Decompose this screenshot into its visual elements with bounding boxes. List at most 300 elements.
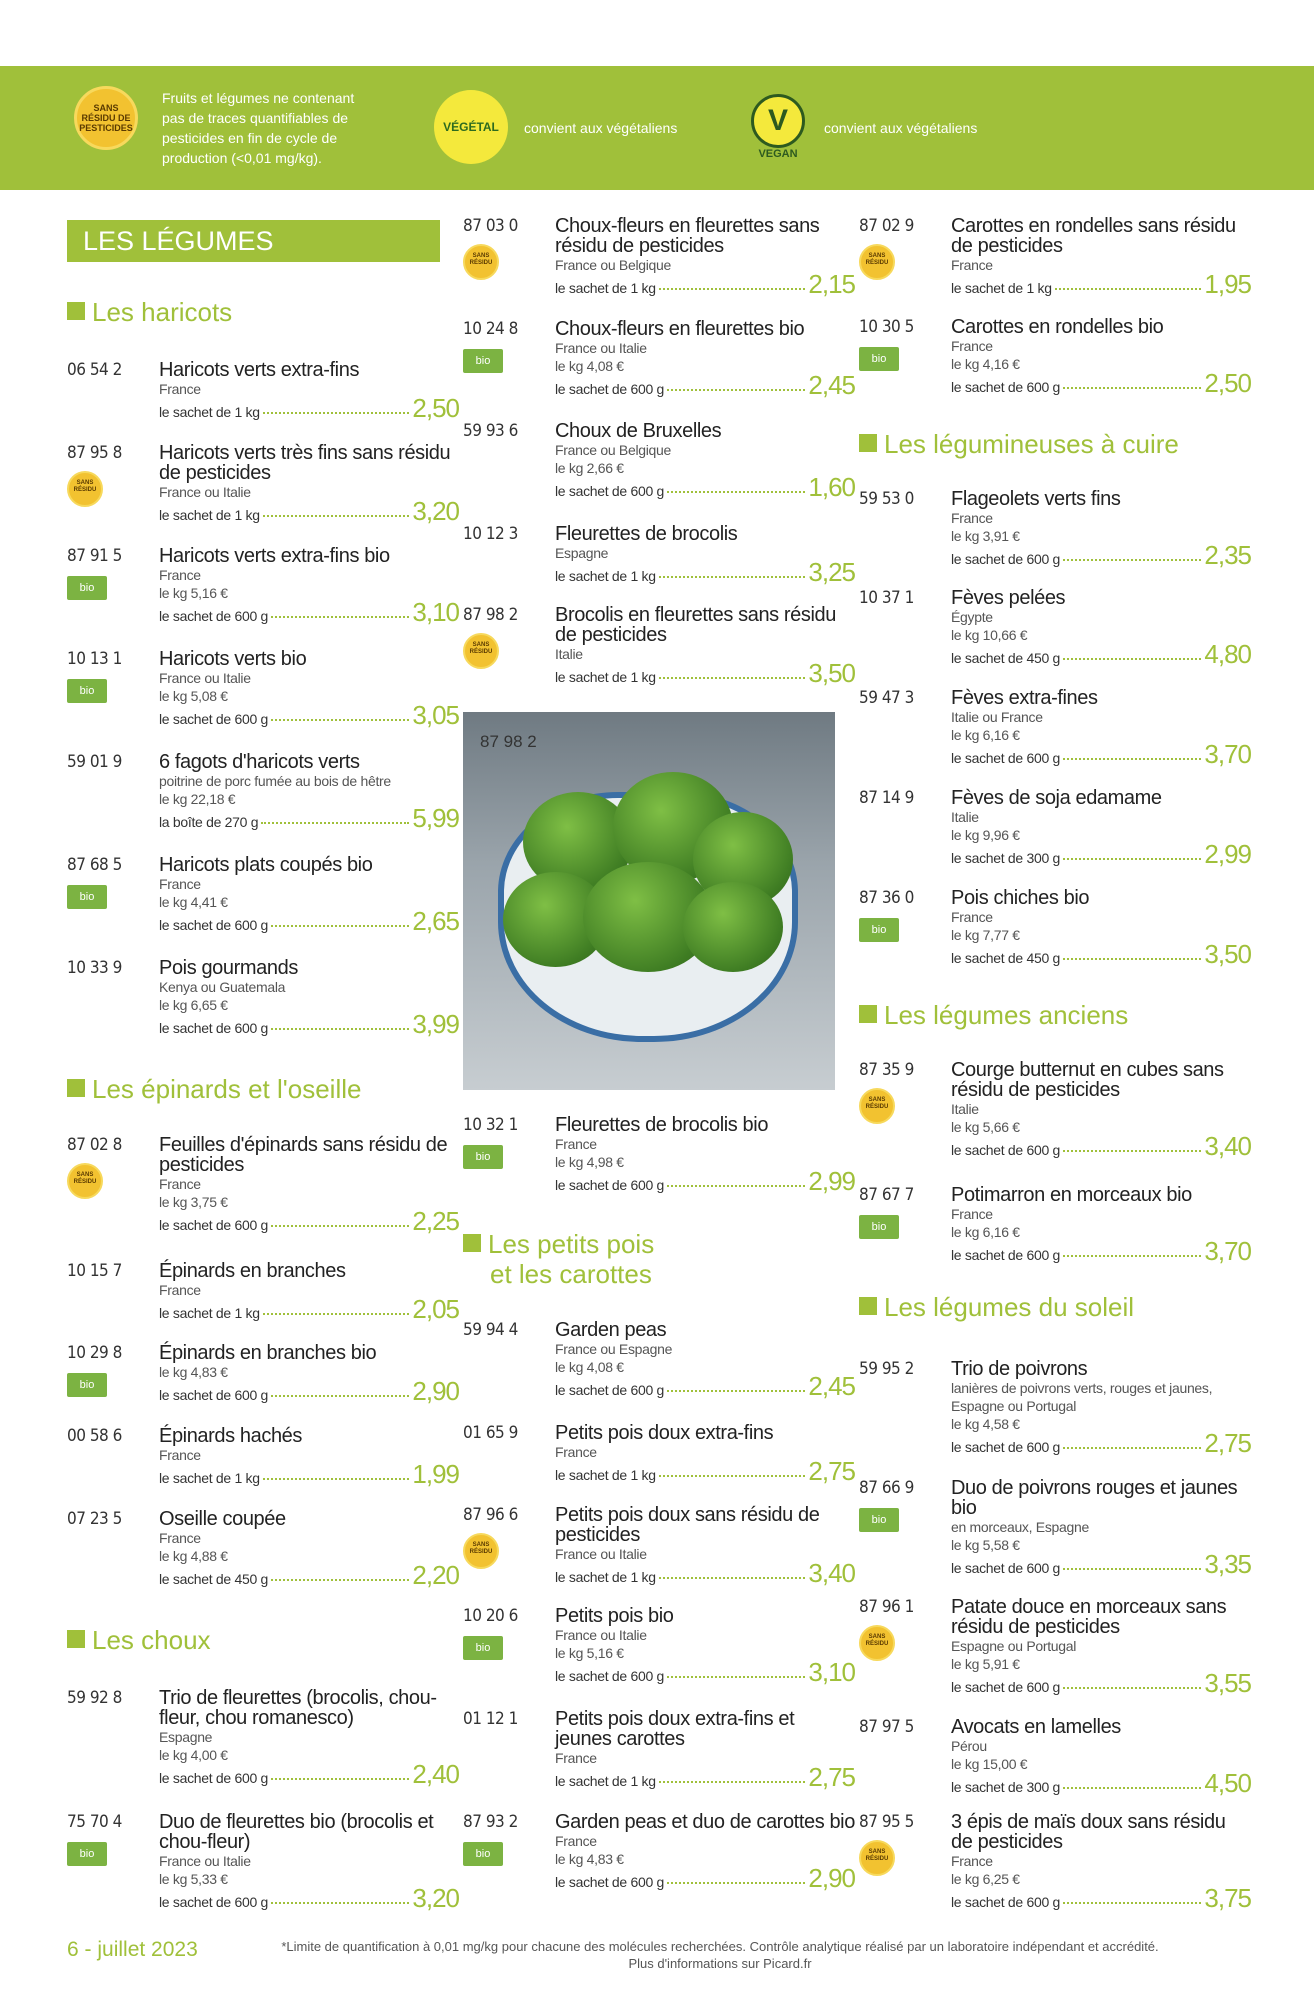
unit-label: le sachet de 450 g [951, 650, 1061, 666]
price-row [555, 1762, 855, 1792]
issue-date: - juillet 2023 [78, 1938, 198, 1961]
product-detail: Égypte [951, 609, 993, 625]
product-name: Petits pois doux extra-fins et jeunes carottes [555, 1708, 795, 1750]
unit-label: le sachet de 600 g [159, 1387, 269, 1403]
price-row [951, 368, 1251, 398]
price: 2,65 [412, 906, 459, 936]
product-detail: France [159, 1282, 201, 1298]
dot-leader [271, 1778, 409, 1780]
product-name: Épinards en branches [159, 1260, 346, 1282]
unit-label: le sachet de 600 g [555, 1382, 665, 1398]
product-name: Haricots verts bio [159, 648, 307, 670]
price-row [159, 1459, 459, 1489]
product-detail: France [159, 1530, 201, 1546]
unit-label: le sachet de 450 g [951, 950, 1061, 966]
product-name: Pois chiches bio [951, 887, 1090, 909]
product-detail: France [159, 1447, 201, 1463]
price: 3,70 [1204, 739, 1251, 769]
eu-organic-leaf-icon: bio [67, 1842, 107, 1866]
unit-label: le sachet de 600 g [951, 1247, 1061, 1263]
price-row [951, 1236, 1251, 1266]
product-name: Carottes en rondelles bio [951, 316, 1164, 338]
dot-leader [1063, 1568, 1201, 1570]
photo-product-code: 87 98 2 [480, 732, 537, 751]
section-anciens-label: Les légumes anciens [884, 1000, 1129, 1030]
product-detail: Pérou [951, 1738, 987, 1754]
eu-organic-leaf-icon: bio [67, 679, 107, 703]
dot-leader [263, 515, 410, 517]
dot-leader [271, 1395, 409, 1397]
dot-leader [271, 616, 409, 618]
price-row [555, 1863, 855, 1893]
product-detail: France [159, 567, 201, 583]
price-row [951, 1883, 1251, 1913]
unit-label: le sachet de 600 g [951, 1142, 1061, 1158]
product-code: 10 33 9 [67, 958, 122, 978]
unit-label: le sachet de 450 g [159, 1571, 269, 1587]
product-detail: Espagne [555, 545, 609, 561]
unit-label: le sachet de 600 g [555, 1874, 665, 1890]
product-code: 87 95 8 [67, 443, 122, 463]
price-row [159, 1009, 459, 1039]
unit-label: le sachet de 600 g [555, 381, 665, 397]
price-row [159, 1883, 459, 1913]
product-detail: France [951, 338, 993, 354]
price: 2,90 [412, 1376, 459, 1406]
price-row [555, 557, 855, 587]
unit-label: le sachet de 600 g [951, 1560, 1061, 1576]
price-row [159, 700, 459, 730]
product-detail: lanières de poivrons verts, rouges et jaunes, [951, 1380, 1213, 1396]
eu-organic-leaf-icon: bio [859, 347, 899, 371]
product-name: 6 fagots d'haricots verts [159, 751, 360, 773]
price: 2,45 [808, 370, 855, 400]
vegan-badge-label: VEGAN [758, 148, 798, 160]
price-row [159, 1560, 459, 1590]
dot-leader [659, 1475, 806, 1477]
sans-residu-icon: SANS RÉSIDU [463, 1533, 499, 1569]
product-detail: France [555, 1833, 597, 1849]
unit-label: le sachet de 600 g [159, 1217, 269, 1233]
price-row [951, 1668, 1251, 1698]
product-detail: France [159, 1176, 201, 1192]
product-detail: le kg 22,18 € [159, 791, 236, 807]
product-detail: France [555, 1136, 597, 1152]
product-detail: Espagne [159, 1729, 213, 1745]
product-code: 10 37 1 [859, 588, 914, 608]
dot-leader [667, 491, 805, 493]
eu-organic-leaf-icon: bio [463, 1842, 503, 1866]
product-detail: le kg 5,33 € [159, 1871, 228, 1887]
price-row [951, 839, 1251, 869]
product-name: Choux-fleurs en fleurettes bio [555, 318, 805, 340]
product-name: Avocats en lamelles [951, 1716, 1121, 1738]
product-code: 01 12 1 [463, 1709, 518, 1729]
sans-residu-icon: SANS RÉSIDU [67, 1163, 103, 1199]
product-detail: le kg 15,00 € [951, 1756, 1028, 1772]
sans-residu-text: Fruits et légumes ne contenant pas de traces quantifiables de pesticides en fin de cycle de production (<0,01 mg/kg). [162, 90, 355, 166]
price: 2,99 [1204, 839, 1251, 869]
price: 3,50 [1204, 939, 1251, 969]
product-name: Potimarron en morceaux bio [951, 1184, 1192, 1206]
dot-leader [1063, 958, 1201, 960]
product-detail: le kg 4,08 € [555, 358, 624, 374]
section-anciens [859, 1000, 1128, 1030]
dot-leader [271, 1902, 409, 1904]
price: 1,60 [808, 472, 855, 502]
page-footer [67, 1938, 198, 1962]
product-code: 87 02 9 [859, 216, 914, 236]
section-haricots [67, 297, 232, 327]
price: 3,99 [412, 1009, 459, 1039]
dot-leader [1063, 1902, 1201, 1904]
product-detail: le kg 5,16 € [555, 1645, 624, 1661]
product-name: Garden peas et duo de carottes bio [555, 1811, 855, 1833]
product-name: Choux de Bruxelles [555, 420, 722, 442]
price-row [555, 1558, 855, 1588]
dot-leader [659, 576, 806, 578]
unit-label: le sachet de 1 kg [555, 568, 656, 584]
eu-organic-leaf-icon: bio [67, 576, 107, 600]
price: 2,75 [808, 1762, 855, 1792]
product-name: Flageolets verts fins [951, 488, 1121, 510]
product-name: Oseille coupée [159, 1508, 286, 1530]
price: 2,45 [808, 1371, 855, 1401]
product-detail: le kg 9,96 € [951, 827, 1020, 843]
product-detail: Espagne ou Portugal [951, 1638, 1077, 1654]
product-code: 87 67 7 [859, 1185, 914, 1205]
price-row [159, 803, 459, 833]
product-name: Feuilles d'épinards sans résidu de pesticides [159, 1134, 448, 1176]
unit-label: le sachet de 600 g [951, 1679, 1061, 1695]
sans-residu-badge-icon: SANS RÉSIDU DE PESTICIDES [74, 86, 138, 150]
price: 2,25 [412, 1206, 459, 1236]
product-detail: France [555, 1444, 597, 1460]
product-name: Trio de poivrons [951, 1358, 1088, 1380]
product-detail: le kg 4,98 € [555, 1154, 624, 1170]
product-detail: Italie [555, 646, 583, 662]
price: 5,99 [412, 803, 459, 833]
unit-label: le sachet de 1 kg [159, 404, 260, 420]
price: 2,50 [412, 393, 459, 423]
product-name: Courge butternut en cubes sans résidu de pesticides [951, 1059, 1224, 1101]
product-code: 87 96 6 [463, 1505, 518, 1525]
product-detail: le kg 4,88 € [159, 1548, 228, 1564]
price: 4,80 [1204, 639, 1251, 669]
section-legumineuses-label: Les légumineuses à cuire [884, 429, 1179, 459]
dot-leader [271, 719, 409, 721]
dot-leader [667, 1676, 805, 1678]
product-code: 59 92 8 [67, 1688, 122, 1708]
price-row [555, 1657, 855, 1687]
broccoli-photo [463, 712, 835, 1090]
dot-leader [659, 288, 806, 290]
product-code: 75 70 4 [67, 1812, 122, 1832]
product-code: 10 20 6 [463, 1606, 518, 1626]
product-name: Haricots verts extra-fins [159, 359, 360, 381]
sans-residu-icon: SANS RÉSIDU [859, 244, 895, 280]
product-detail: France ou Italie [159, 1853, 251, 1869]
product-code: 59 95 2 [859, 1359, 914, 1379]
product-detail: le kg 4,58 € [951, 1416, 1020, 1432]
section-petits-pois-label: Les petits pois [488, 1229, 655, 1259]
unit-label: le sachet de 600 g [951, 379, 1061, 395]
product-detail: France ou Italie [159, 484, 251, 500]
unit-label: le sachet de 1 kg [159, 1305, 260, 1321]
price: 3,40 [808, 1558, 855, 1588]
dot-leader [667, 1185, 805, 1187]
unit-label: le sachet de 600 g [555, 1177, 665, 1193]
price-row [159, 496, 459, 526]
product-name: Carottes en rondelles sans résidu de pesticides [951, 215, 1236, 257]
product-detail: France ou Italie [555, 1627, 647, 1643]
eu-organic-leaf-icon: bio [463, 349, 503, 373]
product-detail: France [951, 1206, 993, 1222]
product-detail: Espagne ou Portugal [951, 1398, 1077, 1414]
dot-leader [261, 822, 409, 824]
vegan-text: convient aux végétaliens [824, 120, 978, 136]
product-name: Trio de fleurettes (brocolis, chou-fleur, chou romanesco) [159, 1687, 437, 1729]
product-code: 10 24 8 [463, 319, 518, 339]
unit-label: le sachet de 600 g [159, 917, 269, 933]
product-code: 10 15 7 [67, 1261, 122, 1281]
product-name: Épinards en branches bio [159, 1342, 377, 1364]
eu-organic-leaf-icon: bio [859, 1215, 899, 1239]
product-detail: le kg 5,08 € [159, 688, 228, 704]
price-row [555, 658, 855, 688]
price-row [951, 639, 1251, 669]
price: 3,05 [412, 700, 459, 730]
unit-label: le sachet de 1 kg [159, 1470, 260, 1486]
price: 1,99 [412, 1459, 459, 1489]
dot-leader [1055, 288, 1202, 290]
product-detail: France ou Belgique [555, 442, 672, 458]
unit-label: le sachet de 300 g [951, 1779, 1061, 1795]
price: 3,40 [1204, 1131, 1251, 1161]
product-code: 59 01 9 [67, 752, 122, 772]
product-name: Choux-fleurs en fleurettes sans résidu de pesticides [555, 215, 820, 257]
unit-label: le sachet de 1 kg [555, 1467, 656, 1483]
dot-leader [667, 1390, 805, 1392]
section-petits-pois-label-2: et les carottes [490, 1259, 652, 1289]
product-name: Petits pois bio [555, 1605, 674, 1627]
page-number: 6 [67, 1938, 79, 1961]
price: 3,55 [1204, 1668, 1251, 1698]
product-code: 10 13 1 [67, 649, 122, 669]
product-detail: le kg 3,91 € [951, 528, 1020, 544]
product-code: 87 35 9 [859, 1060, 914, 1080]
product-code: 59 94 4 [463, 1320, 518, 1340]
product-code: 01 65 9 [463, 1423, 518, 1443]
product-detail: le kg 6,25 € [951, 1871, 1020, 1887]
price-row [159, 597, 459, 627]
vegetal-text: convient aux végétaliens [524, 120, 678, 136]
dot-leader [263, 1313, 410, 1315]
section-choux-label: Les choux [92, 1625, 211, 1655]
product-name: Fèves extra-fines [951, 687, 1098, 709]
product-code: 10 32 1 [463, 1115, 518, 1135]
price-row [555, 370, 855, 400]
product-detail: Kenya ou Guatemala [159, 979, 286, 995]
dot-leader [263, 412, 410, 414]
broccoli-floret-icon [683, 882, 783, 972]
price-row [159, 906, 459, 936]
unit-label: le sachet de 1 kg [555, 280, 656, 296]
price-row [951, 739, 1251, 769]
product-name: Haricots plats coupés bio [159, 854, 373, 876]
price-row [951, 1549, 1251, 1579]
product-detail: Italie [951, 809, 979, 825]
price-row [159, 1759, 459, 1789]
price: 2,35 [1204, 540, 1251, 570]
product-detail: en morceaux, Espagne [951, 1519, 1089, 1535]
product-detail: France [159, 876, 201, 892]
price-row [951, 540, 1251, 570]
product-code: 87 03 0 [463, 216, 518, 236]
product-code: 59 47 3 [859, 688, 914, 708]
product-code: 10 30 5 [859, 317, 914, 337]
dot-leader [667, 389, 805, 391]
price-row [951, 1131, 1251, 1161]
price-row [555, 1371, 855, 1401]
unit-label: le sachet de 300 g [951, 850, 1061, 866]
sans-residu-icon: SANS RÉSIDU [859, 1840, 895, 1876]
product-detail: le kg 5,91 € [951, 1656, 1020, 1672]
product-code: 87 98 2 [463, 605, 518, 625]
product-name: Garden peas [555, 1319, 667, 1341]
price: 2,50 [1204, 368, 1251, 398]
product-detail: France [951, 909, 993, 925]
unit-label: le sachet de 600 g [159, 1020, 269, 1036]
price: 3,20 [412, 496, 459, 526]
price-row [555, 1456, 855, 1486]
product-code: 59 53 0 [859, 489, 914, 509]
product-detail: le kg 7,77 € [951, 927, 1020, 943]
dot-leader [271, 1225, 409, 1227]
product-code: 87 91 5 [67, 546, 122, 566]
product-name: Duo de poivrons rouges et jaunes bio [951, 1477, 1238, 1519]
price: 2,20 [412, 1560, 459, 1590]
price-row [951, 1768, 1251, 1798]
dot-leader [263, 1478, 410, 1480]
price: 3,35 [1204, 1549, 1251, 1579]
section-epinards-label: Les épinards et l'oseille [92, 1074, 362, 1104]
product-detail: France [951, 1853, 993, 1869]
product-name: Fleurettes de brocolis bio [555, 1114, 769, 1136]
product-detail: France [951, 510, 993, 526]
product-detail: le kg 4,41 € [159, 894, 228, 910]
price-row [159, 1294, 459, 1324]
dot-leader [659, 1781, 806, 1783]
product-name: Patate douce en morceaux sans résidu de pesticides [951, 1596, 1227, 1638]
product-detail: poitrine de porc fumée au bois de hêtre [159, 773, 391, 789]
product-detail: France [159, 381, 201, 397]
product-code: 87 14 9 [859, 788, 914, 808]
product-name: 3 épis de maïs doux sans résidu de pesticides [951, 1811, 1226, 1853]
price-row [951, 939, 1251, 969]
dot-leader [1063, 1687, 1201, 1689]
price: 2,90 [808, 1863, 855, 1893]
product-detail: le kg 4,08 € [555, 1359, 624, 1375]
eu-organic-leaf-icon: bio [67, 885, 107, 909]
price-row [555, 1166, 855, 1196]
section-haricots-label: Les haricots [92, 297, 233, 327]
dot-leader [271, 1579, 409, 1581]
unit-label: le sachet de 600 g [159, 1894, 269, 1910]
price: 3,10 [412, 597, 459, 627]
product-detail: le kg 4,16 € [951, 356, 1020, 372]
section-choux [67, 1625, 211, 1655]
price-row [555, 269, 855, 299]
product-name: Brocolis en fleurettes sans résidu de pesticides [555, 604, 836, 646]
price: 3,70 [1204, 1236, 1251, 1266]
product-code: 06 54 2 [67, 360, 122, 380]
dot-leader [1063, 658, 1201, 660]
product-code: 87 66 9 [859, 1478, 914, 1498]
product-detail: le kg 6,16 € [951, 727, 1020, 743]
price-row [159, 1206, 459, 1236]
section-soleil-label: Les légumes du soleil [884, 1292, 1135, 1322]
product-name: Fleurettes de brocolis [555, 523, 738, 545]
product-detail: France ou Belgique [555, 257, 672, 273]
unit-label: le sachet de 600 g [951, 1439, 1061, 1455]
product-detail: le kg 6,16 € [951, 1224, 1020, 1240]
unit-label: le sachet de 1 kg [951, 280, 1052, 296]
product-name: Fèves de soja edamame [951, 787, 1162, 809]
product-detail: Italie ou France [951, 709, 1043, 725]
price-row [951, 269, 1251, 299]
dot-leader [1063, 1787, 1201, 1789]
dot-leader [1063, 559, 1201, 561]
product-code: 10 12 3 [463, 524, 518, 544]
dot-leader [271, 925, 409, 927]
price: 2,15 [808, 269, 855, 299]
product-code: 87 96 1 [859, 1597, 914, 1617]
dot-leader [1063, 387, 1201, 389]
dot-leader [1063, 1447, 1201, 1449]
sans-residu-icon: SANS RÉSIDU [463, 244, 499, 280]
price: 3,25 [808, 557, 855, 587]
product-name: Pois gourmands [159, 957, 298, 979]
product-detail: le kg 2,66 € [555, 460, 624, 476]
product-detail: France ou Espagne [555, 1341, 673, 1357]
price-row [555, 472, 855, 502]
product-detail: le kg 4,00 € [159, 1747, 228, 1763]
product-name: Duo de fleurettes bio (brocolis et chou-fleur) [159, 1811, 434, 1853]
sans-residu-icon: SANS RÉSIDU [67, 471, 103, 507]
price: 1,95 [1204, 269, 1251, 299]
price: 3,20 [412, 1883, 459, 1913]
unit-label: le sachet de 600 g [159, 711, 269, 727]
product-code: 10 29 8 [67, 1343, 122, 1363]
product-detail: France ou Italie [555, 1546, 647, 1562]
legend-banner [0, 66, 1314, 190]
product-code: 59 93 6 [463, 421, 518, 441]
product-name: Fèves pelées [951, 587, 1066, 609]
price: 2,40 [412, 1759, 459, 1789]
eu-organic-leaf-icon: bio [859, 1508, 899, 1532]
eu-organic-leaf-icon: bio [463, 1636, 503, 1660]
unit-label: le sachet de 600 g [555, 483, 665, 499]
product-name: Épinards hachés [159, 1425, 302, 1447]
unit-label: le sachet de 600 g [159, 608, 269, 624]
product-detail: France [951, 257, 993, 273]
product-detail: le kg 4,83 € [159, 1364, 228, 1380]
price: 4,50 [1204, 1768, 1251, 1798]
price: 2,75 [808, 1456, 855, 1486]
unit-label: le sachet de 1 kg [555, 1569, 656, 1585]
price: 2,05 [412, 1294, 459, 1324]
